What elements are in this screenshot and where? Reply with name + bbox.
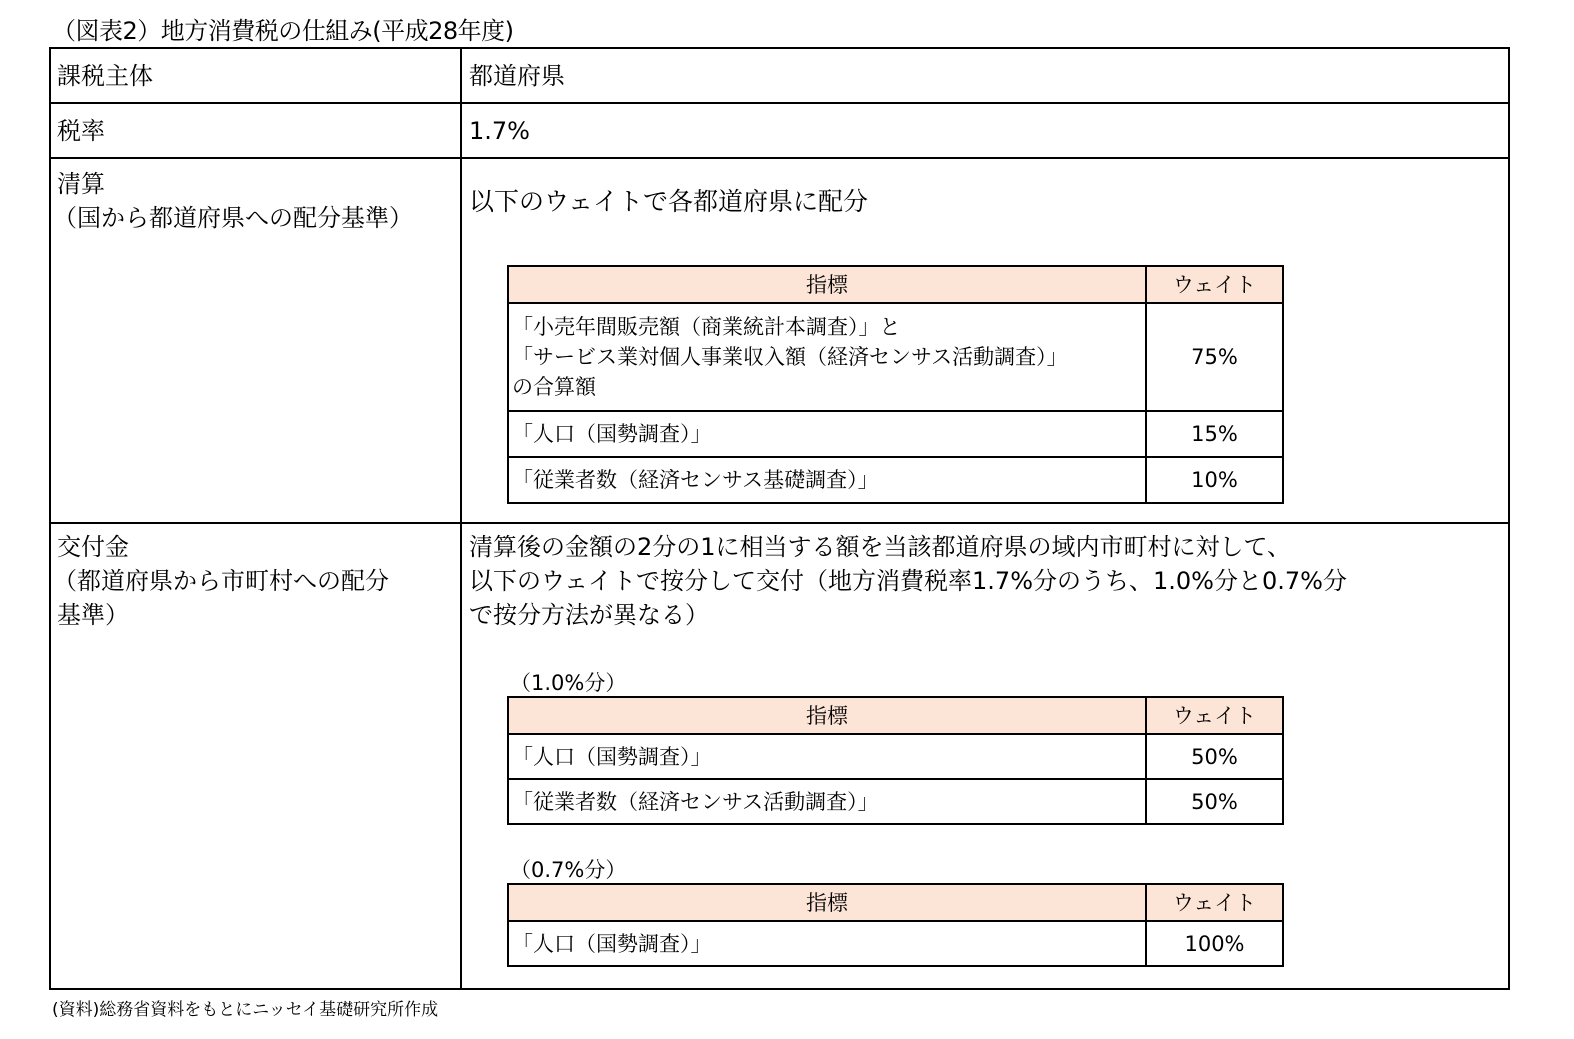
weight-cell: 50% [1146,779,1283,824]
indicator-cell [508,303,1146,411]
row-value: 都道府県 [469,62,565,90]
indicator-cell: 「人口（国勢調査）」 [508,411,1146,457]
row-taxing-entity [51,49,1508,104]
weight-cell: 50% [1146,734,1283,779]
table-row [508,303,1283,411]
indicator-line: 「サービス業対個人事業収入額（経済センサス活動調査）」 [512,345,1068,369]
indicator-line: 「小売年間販売額（商業統計本調査）」と [512,315,901,339]
table-header-row [508,697,1283,734]
row-label [51,159,462,522]
row-label [51,524,462,988]
main-table [49,47,1510,990]
row-value [462,159,1508,522]
row-label: 税率 [51,104,462,157]
header-weight: ウェイト [1146,884,1283,921]
label-line: （国から都道府県への配分基準） [53,204,413,232]
indicator-cell: 「従業者数（経済センサス基礎調査）」 [508,457,1146,503]
header-weight: ウェイト [1146,266,1283,303]
label-line: 基準） [57,601,129,629]
indicator-cell: 「人口（国勢調査）」 [508,921,1146,966]
row-settlement [51,159,1508,524]
header-weight: ウェイト [1146,697,1283,734]
figure-title: （図表2）地方消費税の仕組み(平成28年度) [52,17,514,45]
indicator-cell: 「従業者数（経済センサス活動調査）」 [508,779,1146,824]
row-value: 1.7% [469,117,530,145]
lead-line: 以下のウェイトで按分して交付（地方消費税率1.7%分のうち、1.0%分と0.7%分 [469,567,1347,595]
row-grant [51,524,1508,988]
table-caption: （0.7%分） [510,858,627,882]
table-row [508,734,1283,779]
label-line: 清算 [57,170,105,198]
settlement-weights-table [507,265,1284,504]
header-indicator: 指標 [508,884,1146,921]
weight-cell: 15% [1146,411,1283,457]
table-header-row [508,884,1283,921]
weight-cell: 100% [1146,921,1283,966]
grant-weights-table-07pct [507,883,1284,967]
lead-line: で按分方法が異なる） [469,601,709,629]
row-value [462,524,1508,988]
table-row [508,411,1283,457]
weight-cell: 75% [1146,303,1283,411]
header-indicator: 指標 [508,697,1146,734]
table-row [508,921,1283,966]
lead-text [469,530,1347,632]
label-line: （都道府県から市町村への配分 [53,567,389,595]
weight-cell: 10% [1146,457,1283,503]
row-label: 課税主体 [51,49,462,102]
label-line: 交付金 [57,533,129,561]
table-header-row [508,266,1283,303]
table-row [508,779,1283,824]
indicator-cell: 「人口（国勢調査）」 [508,734,1146,779]
row-tax-rate [51,104,1508,159]
table-caption: （1.0%分） [510,671,627,695]
lead-text: 以下のウェイトで各都道府県に配分 [469,187,869,216]
table-row [508,457,1283,503]
indicator-line: の合算額 [512,375,596,399]
grant-weights-table-1pct [507,696,1284,825]
header-indicator: 指標 [508,266,1146,303]
lead-line: 清算後の金額の2分の1に相当する額を当該都道府県の域内市町村に対して、 [469,533,1292,561]
source-note: (資料)総務省資料をもとにニッセイ基礎研究所作成 [52,1000,439,1020]
